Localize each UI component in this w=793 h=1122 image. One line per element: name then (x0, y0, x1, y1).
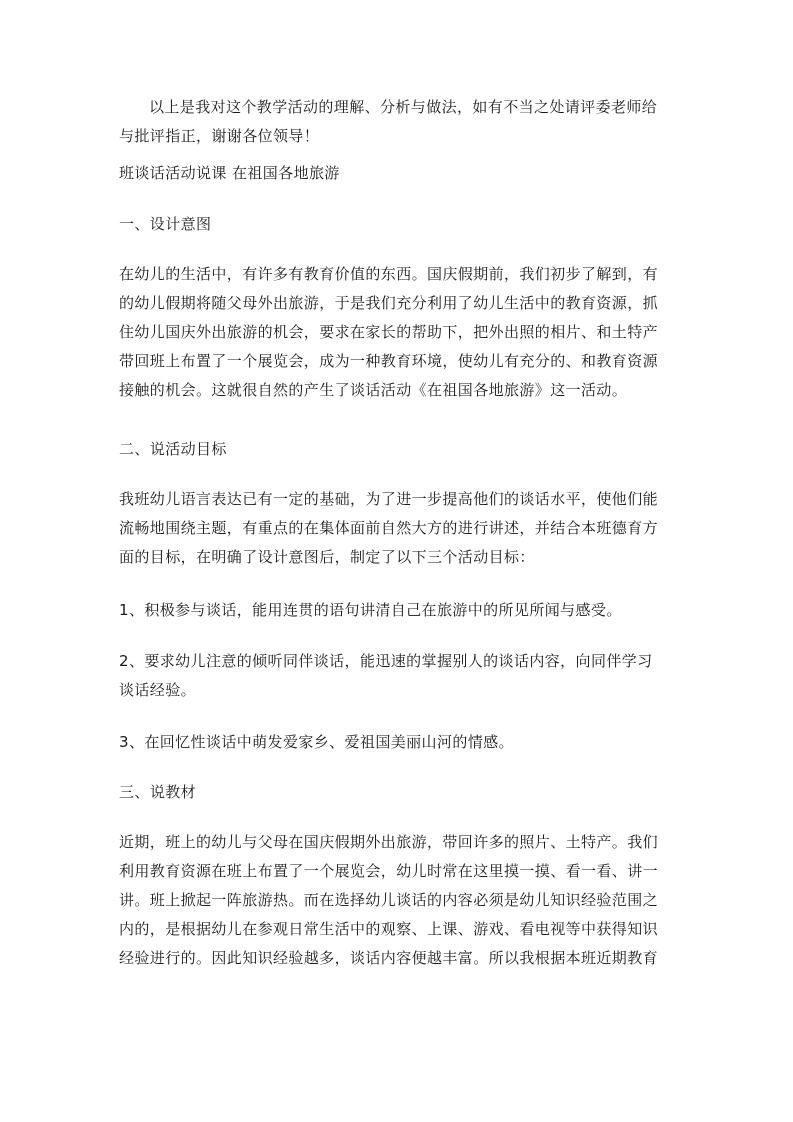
section3-line: 讲。班上掀起一阵旅游热。而在选择幼儿谈话的内容必须是幼儿知识经验范围之 (119, 891, 659, 909)
section2-heading-text: 二、说活动目标 (119, 440, 227, 458)
section3-heading-text: 三、说教材 (119, 783, 197, 801)
section3-heading (119, 778, 679, 807)
section1-line: 带回班上布置了一个展览会，成为一种教育环境，使幼儿有充分的、和教育资源 (119, 352, 659, 370)
section3-line: 内的，是根据幼儿在参观日常生活中的观察、上课、游戏、看电视等中获得知识 (119, 920, 659, 938)
closing-line: 与批评指正，谢谢各位领导！ (119, 127, 320, 145)
goal-item-1 (119, 596, 679, 625)
title-text: 班谈话活动说课 在祖国各地旅游 (119, 164, 340, 182)
section1-heading-text: 一、设计意图 (119, 215, 212, 233)
section1-paragraph (119, 260, 679, 405)
section3-line: 利用教育资源在班上布置了一个展览会，幼儿时常在这里摸一摸、看一看、讲一 (119, 862, 659, 880)
section2-intro-line: 我班幼儿语言表达已有一定的基础，为了进一步提高他们的谈话水平，使他们能 (119, 490, 659, 508)
section2-intro (119, 485, 679, 572)
goal-item-2 (119, 647, 679, 705)
section1-line: 的幼儿假期将随父母外出旅游，于是我们充分利用了幼儿生活中的教育资源，抓 (119, 294, 659, 312)
section2-intro-line: 流畅地围绕主题，有重点的在集体面前自然大方的进行讲述，并结合本班德育方 (119, 519, 659, 537)
section3-line: 经验进行的。因此知识经验越多，谈话内容便越丰富。所以我根据本班近期教育 (119, 949, 659, 967)
goal-2-line: 2、要求幼儿注意的倾听同伴谈话，能迅速的掌握别人的谈话内容，向同伴学习 (119, 652, 653, 670)
section2-heading (119, 435, 679, 464)
section1-line: 接触的机会。这就很自然的产生了谈话活动《在祖国各地旅游》这一活动。 (119, 381, 628, 399)
goal-1-text: 1、积极参与谈话，能用连贯的语句讲清自己在旅游中的所见所闻与感受。 (119, 601, 622, 619)
goal-3-text: 3、在回忆性谈话中萌发爱家乡、爱祖国美丽山河的情感。 (119, 733, 514, 751)
section1-line: 住幼儿国庆外出旅游的机会，要求在家长的帮助下，把外出照的相片、和土特产 (119, 323, 659, 341)
section3-line: 近期，班上的幼儿与父母在国庆假期外出旅游，带回许多的照片、土特产。我们 (119, 833, 659, 851)
section3-paragraph (119, 828, 679, 973)
closing-paragraph (119, 93, 679, 151)
section2-intro-line: 面的目标，在明确了设计意图后，制定了以下三个活动目标： (119, 548, 535, 566)
goal-item-3 (119, 728, 679, 757)
goal-2-line: 谈话经验。 (119, 681, 197, 699)
section1-heading (119, 210, 679, 239)
section1-line: 在幼儿的生活中，有许多有教育价值的东西。国庆假期前，我们初步了解到，有 (119, 265, 659, 283)
document-title (119, 159, 679, 188)
closing-line: 以上是我对这个教学活动的理解、分析与做法，如有不当之处请评委老师给 (149, 98, 658, 116)
